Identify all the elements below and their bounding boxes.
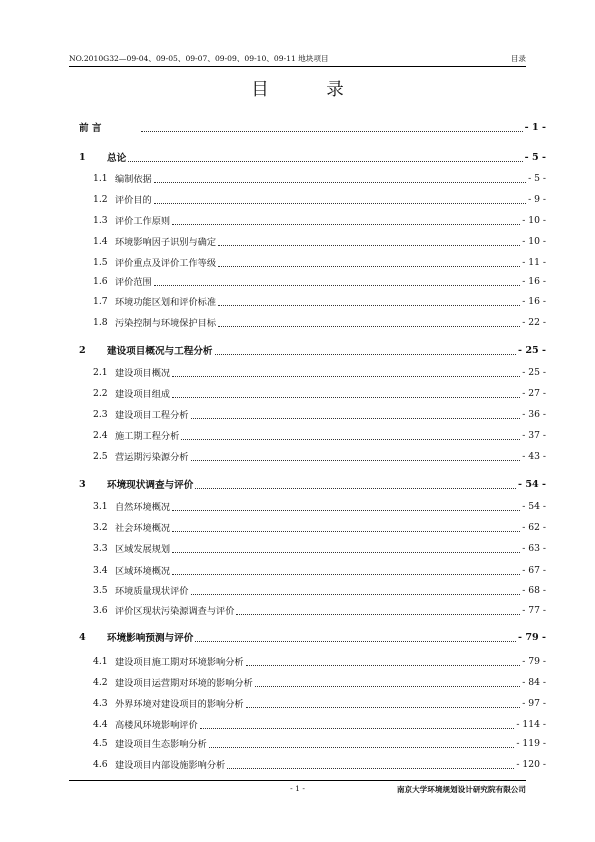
toc-entry-label: 评价目的 (115, 195, 152, 206)
toc-entry-page: - 77 - (522, 604, 546, 616)
toc-dot-leader (128, 151, 522, 162)
toc-dot-leader (218, 295, 520, 306)
toc-entry-page: - 22 - (522, 316, 546, 328)
toc-dot-leader (195, 631, 516, 642)
toc-entry-page: - 68 - (522, 584, 546, 596)
toc-entry-page: - 1 - (524, 121, 546, 133)
toc-dot-leader (191, 408, 521, 419)
toc-entry-page: - 5 - (524, 151, 546, 163)
toc-entry-page: - 79 - (522, 655, 546, 667)
toc-entry-label: 施工期工程分析 (115, 431, 180, 442)
toc-entry-label: 建设项目概况与工程分析 (107, 346, 213, 357)
toc-dot-leader (227, 758, 514, 769)
toc-entry-number: 2 (79, 344, 86, 356)
toc-section-entry[interactable] (93, 386, 546, 400)
toc-entry-label: 建设项目工程分析 (115, 410, 189, 421)
toc-entry-label: 高楼风环境影响评价 (115, 720, 198, 731)
toc-entry-label: 建设项目施工期对环境影响分析 (115, 657, 244, 668)
toc-section-entry[interactable] (93, 675, 546, 689)
toc-entry-number: 4.6 (93, 758, 108, 770)
toc-section-entry[interactable] (93, 583, 546, 597)
toc-entry-number: 1.5 (93, 256, 108, 268)
toc-entry-page: - 16 - (522, 295, 546, 307)
toc-entry-label: 总论 (107, 153, 127, 164)
toc-entry-label: 外界环境对建设项目的影响分析 (115, 699, 244, 710)
toc-entry-page: - 37 - (522, 429, 546, 441)
toc-dot-leader (200, 718, 515, 729)
toc-entry-label: 污染控制与环境保护目标 (115, 318, 217, 329)
toc-chapter-entry[interactable] (79, 120, 546, 134)
toc-section-entry[interactable] (93, 603, 546, 617)
toc-entry-number: 1 (79, 151, 86, 163)
toc-entry-page: - 67 - (522, 564, 546, 576)
toc-entry-number: 1.4 (93, 235, 108, 247)
toc-section-entry[interactable] (93, 365, 546, 379)
toc-section-entry[interactable] (93, 294, 546, 308)
toc-section-entry[interactable] (93, 234, 546, 248)
toc-dot-leader (195, 478, 516, 489)
toc-dot-leader (191, 584, 521, 595)
toc-dot-leader (172, 521, 520, 532)
toc-dot-leader (215, 344, 516, 355)
toc-section-entry[interactable] (93, 255, 546, 269)
toc-entry-label: 环境功能区划和评价标准 (115, 297, 217, 308)
toc-entry-label: 建设项目内部设施影响分析 (115, 760, 226, 771)
toc-entry-page: - 63 - (522, 542, 546, 554)
toc-entry-label: 评价工作原则 (115, 216, 171, 227)
toc-dot-leader (209, 737, 515, 748)
toc-dot-leader (172, 542, 520, 553)
toc-section-entry[interactable] (93, 192, 546, 206)
toc-entry-number: 3.2 (93, 521, 108, 533)
toc-entry-page: - 25 - (518, 344, 546, 356)
toc-dot-leader (172, 500, 520, 511)
toc-entry-page: - 16 - (522, 275, 546, 287)
toc-dot-leader (218, 256, 520, 267)
toc-entry-page: - 25 - (522, 366, 546, 378)
toc-entry-label: 自然环境概况 (115, 502, 171, 513)
toc-entry-label: 环境影响预测与评价 (107, 633, 194, 644)
toc-section-entry[interactable] (93, 736, 546, 750)
header-project-title: NO.2010G32—09-04、09-05、09-07、09-09、09-10、09-11 地块项目 (69, 54, 329, 63)
toc-chapter-entry[interactable] (79, 477, 546, 491)
toc-entry-label: 建设项目生态影响分析 (115, 739, 207, 750)
page-footer (69, 780, 526, 795)
header-section-title: 目录 (510, 54, 526, 63)
toc-entry-label: 社会环境概况 (115, 523, 171, 534)
toc-section-entry[interactable] (93, 449, 546, 463)
toc-dot-leader (172, 564, 520, 575)
toc-section-entry[interactable] (93, 563, 546, 577)
toc-entry-label: 环境影响因子识别与确定 (115, 237, 217, 248)
toc-section-entry[interactable] (93, 315, 546, 329)
toc-dot-leader (218, 316, 520, 327)
footer-page-number: - 1 - (290, 784, 305, 793)
toc-entry-label: 营运期污染源分析 (115, 452, 189, 463)
toc-entry-number: 2.1 (93, 366, 108, 378)
toc-entry-label: 环境现状调查与评价 (107, 480, 194, 491)
toc-chapter-entry[interactable] (79, 343, 546, 357)
toc-entry-number: 4.4 (93, 718, 108, 730)
toc-entry-page: - 54 - (522, 500, 546, 512)
toc-entry-number: 2.5 (93, 450, 108, 462)
toc-dot-leader (154, 193, 526, 204)
toc-entry-page: - 114 - (516, 718, 546, 730)
toc-entry-number: 1.6 (93, 275, 108, 287)
toc-entry-page: - 97 - (522, 697, 546, 709)
toc-entry-number: 3.6 (93, 604, 108, 616)
toc-dot-leader (172, 366, 520, 377)
toc-section-entry[interactable] (93, 407, 546, 421)
toc-entry-label: 评价区现状污染源调查与评价 (115, 606, 235, 617)
toc-dot-leader (191, 450, 521, 461)
toc-dot-leader (236, 604, 520, 615)
toc-entry-page: - 119 - (516, 737, 546, 749)
toc-entry-page: - 36 - (522, 408, 546, 420)
toc-entry-number: 4.2 (93, 676, 108, 688)
toc-entry-label: 建设项目运营期对环境的影响分析 (115, 678, 253, 689)
toc-entry-number: 1.7 (93, 295, 108, 307)
toc-entry-number: 2.2 (93, 387, 108, 399)
toc-section-entry[interactable] (93, 274, 546, 288)
footer-organization: 南京大学环境规划设计研究院有限公司 (396, 785, 526, 794)
toc-section-entry[interactable] (93, 171, 546, 185)
toc-dot-leader (255, 676, 520, 687)
toc-entry-number: 4.3 (93, 697, 108, 709)
toc-section-entry[interactable] (93, 428, 546, 442)
toc-entry-number: 前 言 (79, 123, 102, 134)
toc-chapter-entry[interactable] (79, 630, 546, 644)
toc-entry-page: - 120 - (516, 758, 546, 770)
toc-entry-label: 评价范围 (115, 277, 152, 288)
toc-entry-page: - 62 - (522, 521, 546, 533)
toc-entry-number: 3 (79, 478, 86, 490)
toc-dot-leader (246, 697, 521, 708)
toc-entry-number: 2.4 (93, 429, 108, 441)
toc-section-entry[interactable] (93, 520, 546, 534)
toc-entry-number: 3.3 (93, 542, 108, 554)
toc-section-entry[interactable] (93, 654, 546, 668)
toc-dot-leader (154, 275, 521, 286)
toc-entry-page: - 27 - (522, 387, 546, 399)
toc-entry-label: 编制依据 (115, 174, 152, 185)
toc-chapter-entry[interactable] (79, 150, 546, 164)
toc-entry-page: - 84 - (522, 676, 546, 688)
toc-entry-number: 1.8 (93, 316, 108, 328)
toc-dot-leader (172, 214, 520, 225)
toc-entry-label: 建设项目概况 (115, 368, 171, 379)
toc-entry-number: 3.1 (93, 500, 108, 512)
toc-entry-page: - 10 - (522, 214, 546, 226)
toc-dot-leader (172, 387, 520, 398)
toc-entry-page: - 5 - (528, 172, 546, 184)
toc-entry-label: 评价重点及评价工作等级 (115, 258, 217, 269)
toc-section-entry[interactable] (93, 213, 546, 227)
toc-dot-leader (246, 655, 521, 666)
toc-dot-leader (181, 429, 520, 440)
toc-entry-number: 2.3 (93, 408, 108, 420)
toc-entry-page: - 9 - (528, 193, 546, 205)
toc-entry-label: 区域环境概况 (115, 566, 171, 577)
toc-section-entry[interactable] (93, 541, 546, 555)
toc-dot-leader (154, 172, 526, 183)
toc-entry-label: 环境质量现状评价 (115, 586, 189, 597)
toc-entry-page: - 54 - (518, 478, 546, 490)
toc-entry-number: 3.5 (93, 584, 108, 596)
page-header (69, 52, 526, 67)
toc-entry-label: 建设项目组成 (115, 389, 171, 400)
toc-entry-page: - 10 - (522, 235, 546, 247)
toc-entry-number: 4.1 (93, 655, 108, 667)
toc-entry-number: 4.5 (93, 737, 108, 749)
toc-entry-page: - 11 - (522, 256, 546, 268)
toc-entry-number: 4 (79, 631, 86, 643)
toc-dot-leader (218, 235, 520, 246)
toc-section-entry[interactable] (93, 696, 546, 710)
toc-entry-number: 1.2 (93, 193, 108, 205)
toc-section-entry[interactable] (93, 499, 546, 513)
toc-section-entry[interactable] (93, 717, 546, 731)
toc-dot-leader (141, 121, 523, 132)
toc-entry-number: 3.4 (93, 564, 108, 576)
toc-section-entry[interactable] (93, 757, 546, 771)
toc-entry-page: - 79 - (518, 631, 546, 643)
toc-entry-page: - 43 - (522, 450, 546, 462)
toc-entry-number: 1.1 (93, 172, 108, 184)
toc-entry-label: 区域发展规划 (115, 544, 171, 555)
page-title: 目 录 (251, 80, 370, 100)
toc-entry-number: 1.3 (93, 214, 108, 226)
